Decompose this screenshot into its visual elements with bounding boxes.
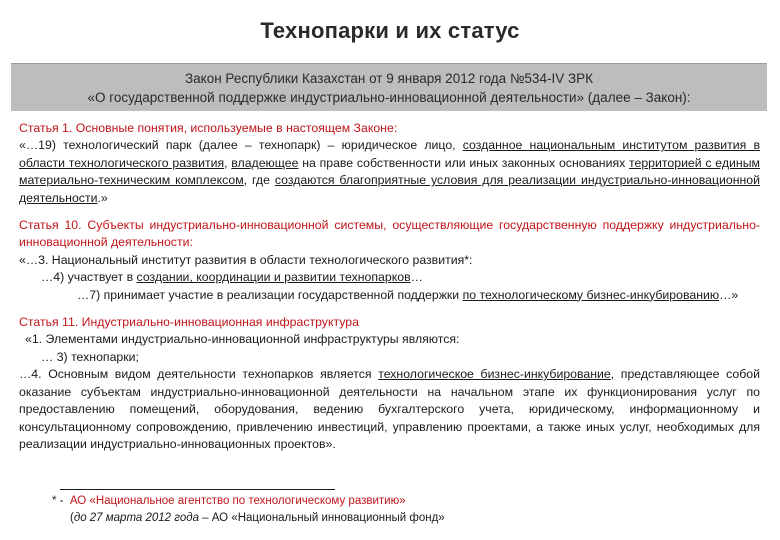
footnote-marker: * - xyxy=(52,495,64,507)
footnote xyxy=(52,493,445,527)
page-title: Технопарки и их статус xyxy=(260,18,520,43)
article-10-item-4-tail: … xyxy=(410,270,423,285)
article-10-item-7 xyxy=(19,287,760,304)
article-1-heading: Статья 1. Основные понятия, используемые в настоящем Законе: xyxy=(19,121,398,135)
footnote-divider xyxy=(60,489,335,490)
article-11-item-4-text: …4. Основным видом деятельности технопарков является xyxy=(19,367,379,382)
document-body xyxy=(19,120,760,453)
article-10-heading: Статья 10. Субъекты индустриально-инновационной системы, осуществляющие государственную поддержку индустриально-инновационной деятельности: xyxy=(19,218,760,250)
article-11-item-4-underlined: технологическое бизнес-инкубирование xyxy=(378,367,611,382)
footnote-former-name: – АО «Национальный инновационный фонд» xyxy=(198,512,445,524)
article-1-underlined-conditions: создаются благоприятные условия для реализации индустриально-инновационной деятельности xyxy=(19,173,760,205)
article-11-heading: Статья 11. Индустриально-инновационная инфраструктура xyxy=(19,315,359,330)
law-reference-box xyxy=(11,63,767,111)
footnote-line-2 xyxy=(52,510,445,527)
article-11-section xyxy=(19,314,760,453)
article-11-item-3: … 3) технопарки; xyxy=(41,349,139,364)
footnote-paren: ( xyxy=(70,512,74,524)
article-10-item-4 xyxy=(19,269,760,286)
article-1-text-e: .» xyxy=(97,190,108,205)
article-1-text-a: «…19) технологический парк (далее – технопарк) – юридическое лицо, xyxy=(19,138,463,153)
law-title-line: Закон Республики Казахстан от 9 января 2012 года №534-IV ЗРК xyxy=(185,71,593,86)
footnote-line-1 xyxy=(52,493,445,510)
article-10-item-3: «…3. Национальный институт развития в области технологического развития*: xyxy=(19,252,473,267)
footnote-date: до 27 марта 2012 года xyxy=(73,512,199,524)
article-1-text-b: , xyxy=(224,155,232,170)
article-11-item-1: «1. Элементами индустриально-инновационной инфраструктуры являются: xyxy=(25,332,460,347)
article-1-section xyxy=(19,120,760,207)
article-10-item-4-text: …4) участвует в xyxy=(41,270,137,285)
article-10-item-7-underlined: по технологическому бизнес-инкубированию xyxy=(462,287,720,302)
article-11-item-4 xyxy=(19,366,760,453)
article-1-underlined-owner: владеющее xyxy=(231,155,299,170)
article-10-item-4-underlined: создании, координации и развитии технопарков xyxy=(136,270,411,285)
article-1-text-c: на праве собственности или иных законных основаниях xyxy=(298,155,630,170)
article-11-item-4-tail: , представляющее собой оказание субъектам индустриально-инновационной деятельности на начальном этапе их функционирования услуг по предоставлению помещений, оборудования, ведению бухгалтерского учета, юридическому, информационному и консультационному сопровождению, привлечению инвестиций, управлению проектами, а также иных услуг, необходимых для реализации индустриально-инновационных проектов». xyxy=(19,367,760,451)
article-1-underlined-territory: территорией с единым материально-техническим комплексом xyxy=(19,155,760,188)
article-10-item-7-tail: …» xyxy=(719,287,739,302)
law-name-line: «О государственной поддержке индустриально-инновационной деятельности» (далее – Закон): xyxy=(87,90,691,105)
article-1-underlined-creator: созданное национальным институтом развития в области технологического развития xyxy=(19,138,760,170)
article-10-section xyxy=(19,217,760,304)
article-1-definition xyxy=(19,137,760,207)
footnote-agency-name: АО «Национальное агентство по технологическому развитию» xyxy=(69,495,406,507)
article-1-text-d: , где xyxy=(243,173,275,188)
article-10-item-7-text: …7) принимает участие в реализации государственной поддержки xyxy=(77,287,463,302)
